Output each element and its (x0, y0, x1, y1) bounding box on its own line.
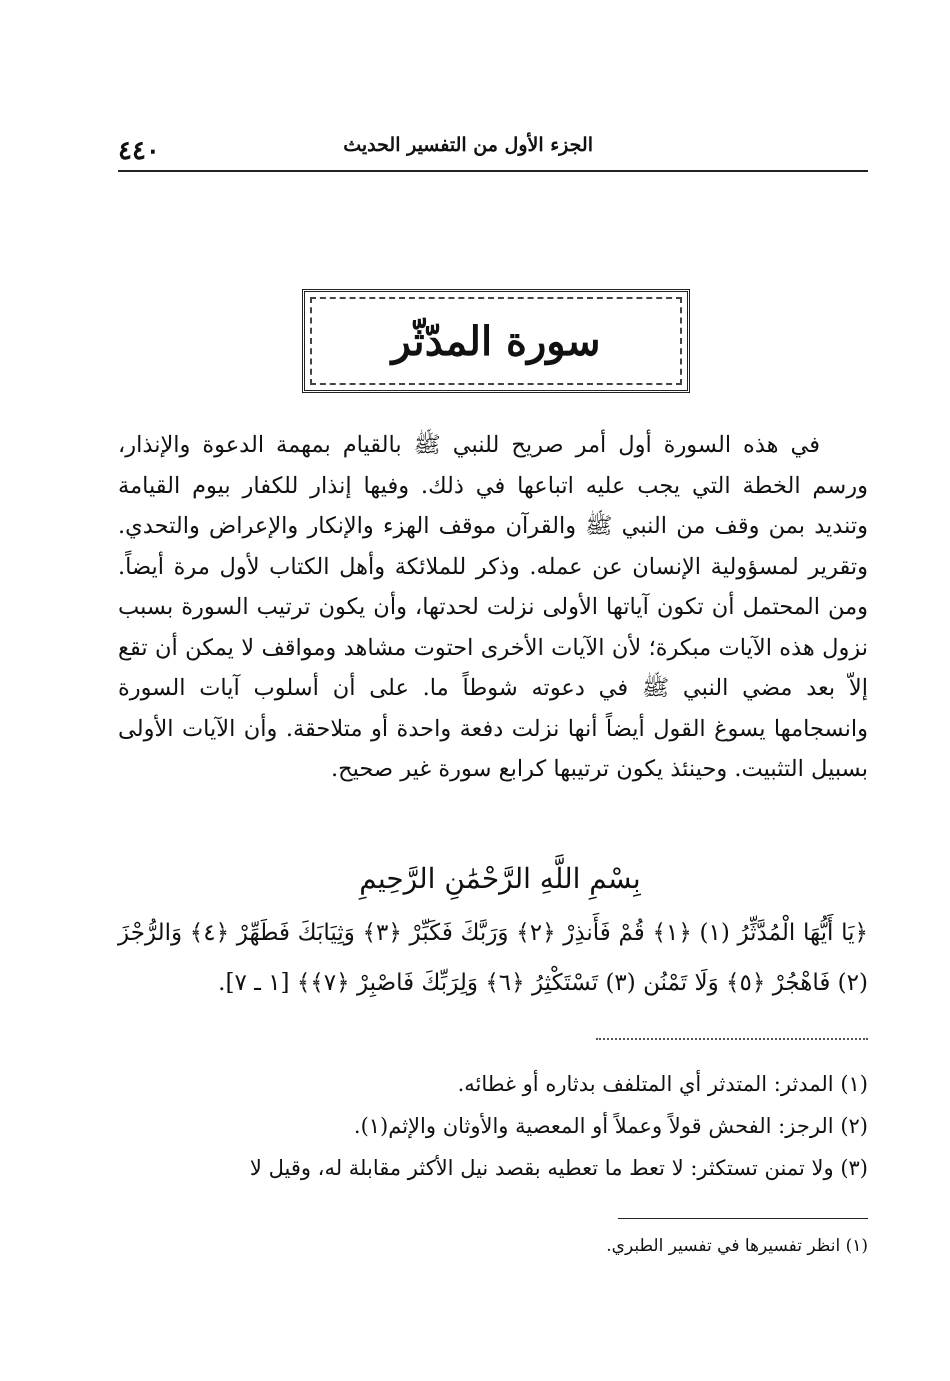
basmala: بِسْمِ اللَّهِ الرَّحْمَٰنِ الرَّحِيمِ (359, 862, 641, 895)
page-number: ٤٤٠ (118, 136, 160, 166)
header-rule (118, 170, 868, 172)
footnote: (١) انظر تفسيرها في تفسير الطبري. (606, 1236, 868, 1256)
note-2: (٢) الرجز: الفحش قولاً وعملاً أو المعصية والأوثان والإثم(١). (353, 1114, 868, 1138)
intro-paragraph: في هذه السورة أول أمر صريح للنبي ﷺ بالقيام بمهمة الدعوة والإنذار، ورسم الخطة التي يجب عليه اتباعها في ذلك. وفيها إنذار للكفار بيوم القيامة وتنديد بمن وقف من النبي ﷺ والقرآن موقف الهزء والإنكار والإعراض والتحدي. وتقرير لمسؤولية الإنسان عن عمله. وذكر للملائكة وأهل الكتاب لأول مرة أيضاً. ومن المحتمل أن تكون آياتها الأولى نزلت لحدتها، وأن يكون ترتيب السورة بسبب نزول هذه الآيات مبكرة؛ لأن الآيات الأخرى احتوت مشاهد ومواقف لا يمكن أن تقع إلاّ بعد مضي النبي ﷺ في دعوته شوطاً ما. على أن أسلوب آيات السورة وانسجامها يسوغ القول أيضاً أنها نزلت دفعة واحدة أو متلاحقة. وأن الآيات الأولى بسبيل التثبيت. وحينئذ يكون ترتيبها كرابع سورة غير صحيح. (118, 432, 868, 782)
surah-title-frame (302, 289, 690, 393)
note-3: (٣) ولا تمنن تستكثر: لا تعط ما تعطيه بقصد نيل الأكثر مقابلة له، وقيل لا (249, 1156, 868, 1180)
footnote-rule (618, 1218, 868, 1219)
verse-notes (118, 1063, 868, 1189)
surah-title-inner-border (310, 297, 682, 385)
running-title: الجزء الأول من التفسير الحديث (343, 134, 593, 156)
note-1: (١) المدثر: المتدثر أي المتلفف بدثاره أو غطائه. (457, 1072, 868, 1096)
notes-separator (596, 1038, 868, 1040)
surah-title: سورة المدّثّر (391, 317, 601, 365)
quran-verses: ﴿يَا أَيُّهَا الْمُدَّثِّرُ (١) ﴿١﴾ قُمْ فَأَنذِرْ ﴿٢﴾ وَرَبَّكَ فَكَبِّرْ ﴿٣﴾ وَثِيَابَكَ فَطَهِّرْ ﴿٤﴾ وَالرُّجْزَ (٢) فَاهْجُرْ ﴿٥﴾ وَلَا تَمْنُن (٣) تَسْتَكْثِرُ ﴿٦﴾ وَلِرَبِّكَ فَاصْبِرْ ﴿٧﴾﴾ [١ ـ ٧]. (118, 920, 868, 996)
page-header (118, 132, 868, 172)
intro-section (118, 425, 868, 790)
